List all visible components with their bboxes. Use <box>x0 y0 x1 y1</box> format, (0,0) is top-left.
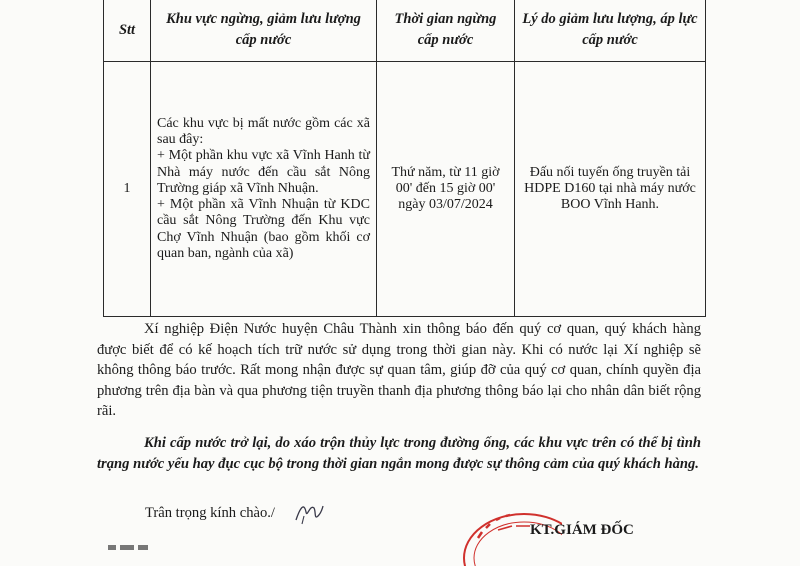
initial-signature <box>292 498 326 528</box>
table-header-row <box>104 0 706 62</box>
area-line: + Một phần khu vực xã Vĩnh Hanh từ Nhà máy nước đến cầu sắt Nông Trường giáp xã Vĩnh Nhuận. <box>157 148 370 196</box>
table-row <box>104 62 706 317</box>
cropped-text-fragment <box>108 542 156 550</box>
area-line: Các khu vực bị mất nước gồm các xã sau đây: <box>157 116 370 148</box>
header-time: Thời gian ngừng cấp nước <box>377 0 515 62</box>
notice-paragraph: Xí nghiệp Điện Nước huyện Châu Thành xin thông báo đến quý cơ quan, quý khách hàng được biết để có kế hoạch tích trữ nước sử dụng trong thời gian này. Khi có nước lại Xí nghiệp sẽ không thông báo trước. Rất mong nhận được sự quan tâm, giúp đỡ của quý cơ quan, chính quyền địa phương trên địa bàn và qua phương tiện truyền thanh địa phương thông báo lại cho nhân dân biết rộng rãi. <box>97 321 701 419</box>
closing-regards: Trân trọng kính chào./ <box>145 505 275 521</box>
row-area <box>151 62 377 317</box>
water-outage-table <box>103 0 706 317</box>
row-stt: 1 <box>104 62 151 317</box>
signer-title: KT.GIÁM ĐỐC <box>530 522 634 538</box>
area-line: + Một phần xã Vĩnh Nhuận từ KDC cầu sắt Nông Trường đến Khu vực Chợ Vĩnh Nhuận (bao gồm khối cơ quan ban, ngành của xã) <box>157 197 370 261</box>
row-time: Thứ năm, từ 11 giờ 00' đến 15 giờ 00' ngày 03/07/2024 <box>377 62 515 317</box>
header-stt: Stt <box>104 0 151 62</box>
row-reason: Đấu nối tuyến ống truyền tải HDPE D160 tại nhà máy nước BOO Vĩnh Hanh. <box>515 62 706 317</box>
header-reason: Lý do giảm lưu lượng, áp lực cấp nước <box>515 0 706 62</box>
header-area: Khu vực ngừng, giảm lưu lượng cấp nước <box>151 0 377 62</box>
warning-paragraph: Khi cấp nước trở lại, do xáo trộn thủy lực trong đường ống, các khu vực trên có thể bị tình trạng nước yếu hay đục cục bộ trong thời gian ngắn mong được sự thông cảm của quý khách hàng. <box>97 435 701 472</box>
